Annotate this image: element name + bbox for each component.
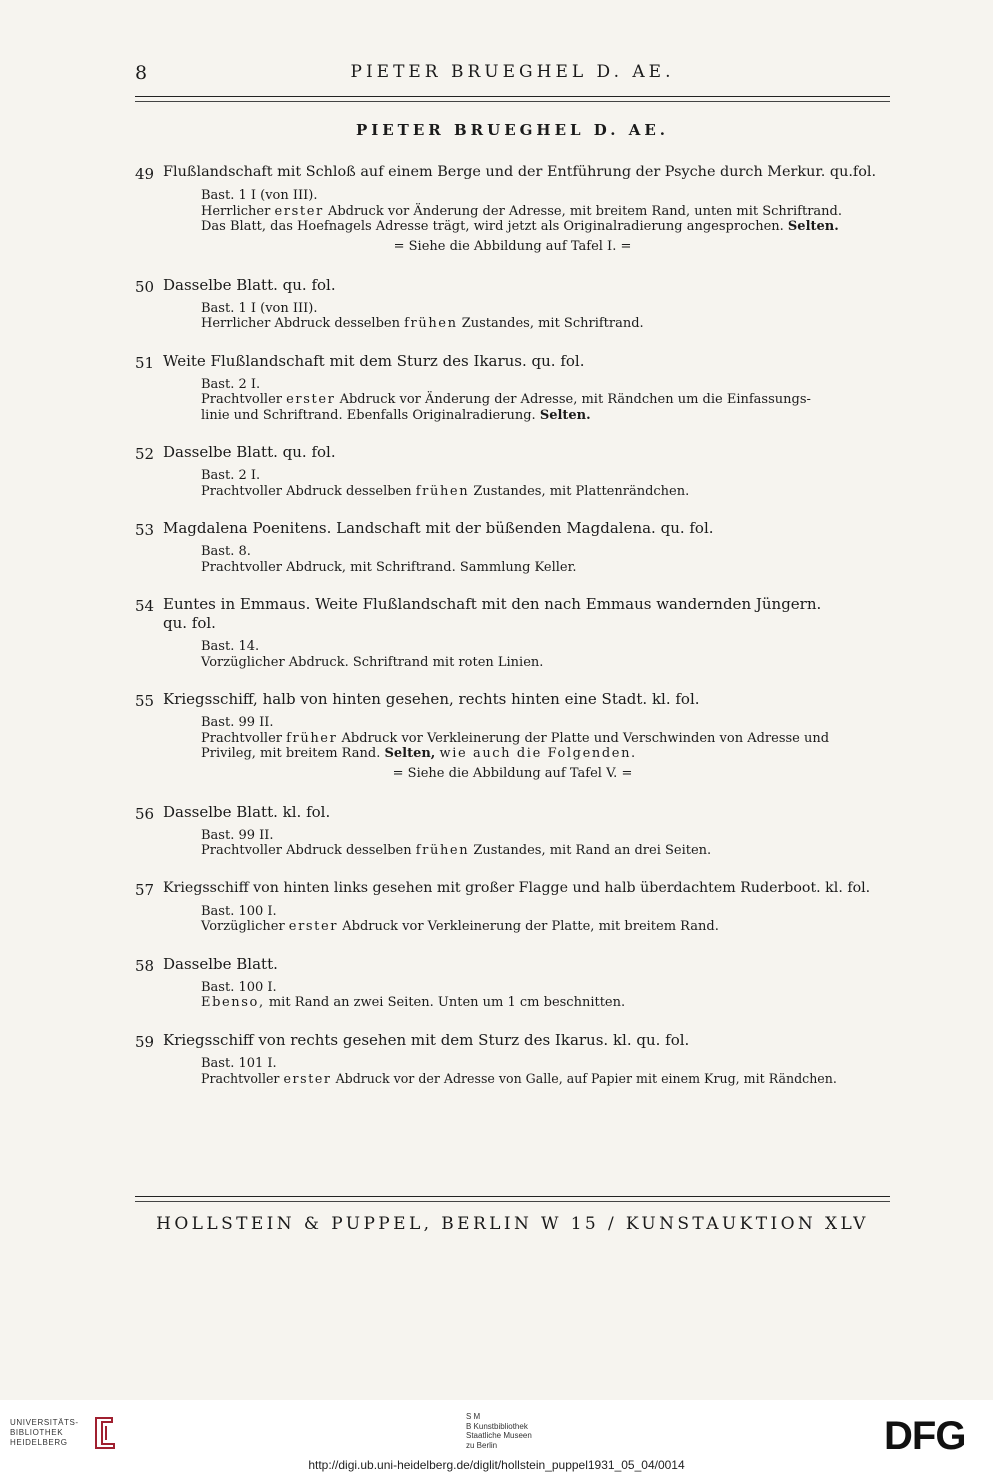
entry-description-line: Prachtvoller Abdruck, mit Schriftrand. Sammlung Keller. [201,559,577,575]
text-run: Zustandes, mit Rand an drei Seiten. [473,843,712,858]
catalogue-entry-52 [135,443,890,499]
entry-detail [201,828,890,859]
text-run: Prachtvoller Abdruck desselben [201,483,412,499]
entry-description-line [201,843,890,859]
entry-reference: Bast. 14. [201,639,260,654]
entry-reference: Bast. 2 I. [201,468,261,483]
text-run: Abdruck vor Änderung der Adresse, mit Rändchen um die Einfassungs- [339,392,811,407]
university-logo-icon [92,1414,118,1450]
university-library-label [10,1418,79,1448]
text-run: Prachtvoller [201,392,282,407]
entry-number: 54 [135,597,155,615]
catalogue-entry-51 [135,352,890,424]
entry-title: Flußlandschaft mit Schloß auf einem Berge und der Entführung der Psyche durch Merkur. qu.fol. [163,164,877,180]
catalogue-entry-55 [135,690,890,781]
museum-label [466,1412,532,1450]
entry-reference: Bast. 99 II. [201,715,274,730]
catalogue-list [135,163,890,1100]
entry-detail [201,1056,890,1087]
catalogue-entry-53 [135,519,890,575]
entry-reference: Bast. 99 II. [201,827,274,843]
entry-detail [201,715,890,762]
text-run: Abdruck vor Änderung der Adresse, mit breitem Rand, unten mit Schriftrand. [327,203,843,219]
text-run: Zustandes, mit Plattenrändchen. [473,483,690,499]
uni-line: HEIDELBERG [10,1438,68,1447]
uni-line: UNIVERSITÄTS- [10,1418,79,1427]
text-run: Abdruck vor der Adresse von Galle, auf Papier mit einem Krug, mit Rändchen. [335,1071,837,1086]
entry-description-line [201,919,890,935]
entry-reference: Bast. 2 I. [201,376,261,392]
entry-title: Weite Flußlandschaft mit dem Sturz des Ikarus. qu. fol. [163,351,585,370]
entry-description-line [201,995,890,1011]
entry-detail [201,377,890,424]
entry-description-line [201,746,890,762]
spaced-text: erster [286,392,336,407]
text-run: Vorzüglicher [201,919,285,934]
entry-description-line [201,316,890,332]
text-run: Prachtvoller Abdruck desselben [201,843,412,858]
entry-number: 52 [135,445,155,463]
footer-imprint: HOLLSTEIN & PUPPEL, BERLIN W 15 / KUNSTAUKTION XLV [156,1214,869,1234]
entry-title: Magdalena Poenitens. Landschaft mit der büßenden Magdalena. qu. fol. [163,519,714,537]
entry-reference: Bast. 1 I (von III). [201,300,318,316]
entry-number: 51 [135,353,155,372]
catalogue-entry-54 [135,595,890,670]
entry-title: Dasselbe Blatt. qu. fol. [163,443,336,461]
entry-title: Euntes in Emmaus. Weite Flußlandschaft mit den nach Emmaus wandernden Jüngern. [163,595,822,613]
entry-title: Kriegsschiff, halb von hinten gesehen, rechts hinten eine Stadt. kl. fol. [163,690,700,708]
entry-number: 56 [135,804,155,823]
entry-number: 58 [135,956,155,975]
entry-number: 59 [135,1032,155,1051]
catalogue-entry-49 [135,163,890,254]
rarity-note: Selten, [384,746,436,761]
text-run: Abdruck vor Verkleinerung der Platte und Verschwinden von Adresse und [341,730,830,746]
text-run: Das Blatt, das Hoefnagels Adresse trägt, wird jetzt als Originalradierung angesprochen. [201,219,784,234]
entry-number: 53 [135,521,155,539]
text-run: Herrlicher Abdruck desselben [201,316,400,331]
text-run: Herrlicher [201,203,271,219]
entry-number: 55 [135,692,155,710]
sm-line: Staatliche Museen [466,1431,532,1440]
spaced-text: frühen [404,316,458,331]
entry-description-line [201,392,890,408]
entry-title: Dasselbe Blatt. [163,954,278,973]
spaced-text: erster [288,919,339,934]
catalogue-entry-56 [135,803,890,859]
entry-description-line [201,408,890,424]
spaced-text: früher [286,730,338,746]
entry-number: 57 [135,880,155,899]
text-run: Privileg, mit breitem Rand. [201,746,381,761]
text-run: mit Rand an zwei Seiten. Unten um 1 cm beschnitten. [268,995,626,1010]
text-run: Zustandes, mit Schriftrand. [461,316,644,331]
spaced-text: frühen [415,483,470,499]
entry-reference: Bast. 1 I (von III). [201,188,318,203]
entry-title: Dasselbe Blatt. qu. fol. [163,275,336,294]
entry-title: Dasselbe Blatt. kl. fol. [163,802,331,821]
entry-detail [201,301,890,332]
text-run: Prachtvoller [201,730,282,746]
text-run: Prachtvoller [201,1071,280,1086]
entry-description-line [201,731,890,747]
text-run: Abdruck vor Verkleinerung der Platte, mit breitem Rand. [342,919,719,934]
entry-reference: Bast. 101 I. [201,1055,277,1071]
entry-reference: Bast. 100 I. [201,979,277,995]
catalogue-entry-50 [135,276,890,332]
sm-line: B Kunstbibliothek [466,1421,528,1431]
sm-line: zu Berlin [466,1440,498,1450]
entry-description-line [201,1071,890,1087]
entry-detail [201,639,890,670]
entry-title: Kriegsschiff von hinten links gesehen mit großer Flagge und halb überdachtem Ruderboot. kl. fol. [163,879,871,896]
entry-description-line [201,204,890,220]
entry-description-line: Vorzüglicher Abdruck. Schriftrand mit roten Linien. [201,654,544,670]
catalogue-entry-57 [135,879,890,935]
plate-reference: = Siehe die Abbildung auf Tafel V. = [392,765,633,781]
section-title: PIETER BRUEGHEL D. AE. [355,121,670,139]
entry-detail [201,188,890,235]
plate-reference: = Siehe die Abbildung auf Tafel I. = [393,238,632,254]
spaced-text: Ebenso, [201,995,265,1010]
rarity-note: Selten. [787,219,839,234]
entry-description-line [201,484,890,500]
dfg-logo: DFG [884,1414,966,1458]
entry-reference: Bast. 100 I. [201,903,277,919]
footer-rule-thin [135,1201,890,1202]
entry-number: 50 [135,277,155,296]
running-title: PIETER BRUEGHEL D. AE. [350,62,675,82]
entry-detail [201,904,890,935]
catalogue-entry-59 [135,1031,890,1087]
page-number: 8 [135,62,148,84]
entry-detail [201,544,890,575]
header-rule [135,96,890,97]
entry-title: Kriegsschiff von rechts gesehen mit dem Sturz des Ikarus. kl. qu. fol. [163,1030,690,1049]
running-header [135,62,890,92]
spaced-text: wie auch die Folgenden. [439,746,637,761]
entry-reference: Bast. 8. [201,544,251,559]
viewer-footer [0,1400,993,1473]
uni-line: BIBLIOTHEK [10,1428,64,1437]
entry-detail [201,468,890,499]
entry-number: 49 [135,165,155,183]
entry-detail [201,980,890,1011]
header-rule-thin [135,101,890,102]
footer-rule [135,1196,890,1197]
rarity-note: Selten. [539,407,591,423]
entry-title-continued: qu. fol. [163,614,216,632]
spaced-text: erster [274,203,324,219]
permalink-url[interactable]: http://digi.ub.uni-heidelberg.de/diglit/hollstein_puppel1931_05_04/0014 [308,1458,685,1472]
catalogue-entry-58 [135,955,890,1011]
spaced-text: erster [283,1071,332,1086]
spaced-text: frühen [415,843,470,858]
entry-description-line [201,219,890,235]
text-run: linie und Schriftrand. Ebenfalls Originalradierung. [201,407,536,423]
sm-line: S M [466,1412,481,1421]
